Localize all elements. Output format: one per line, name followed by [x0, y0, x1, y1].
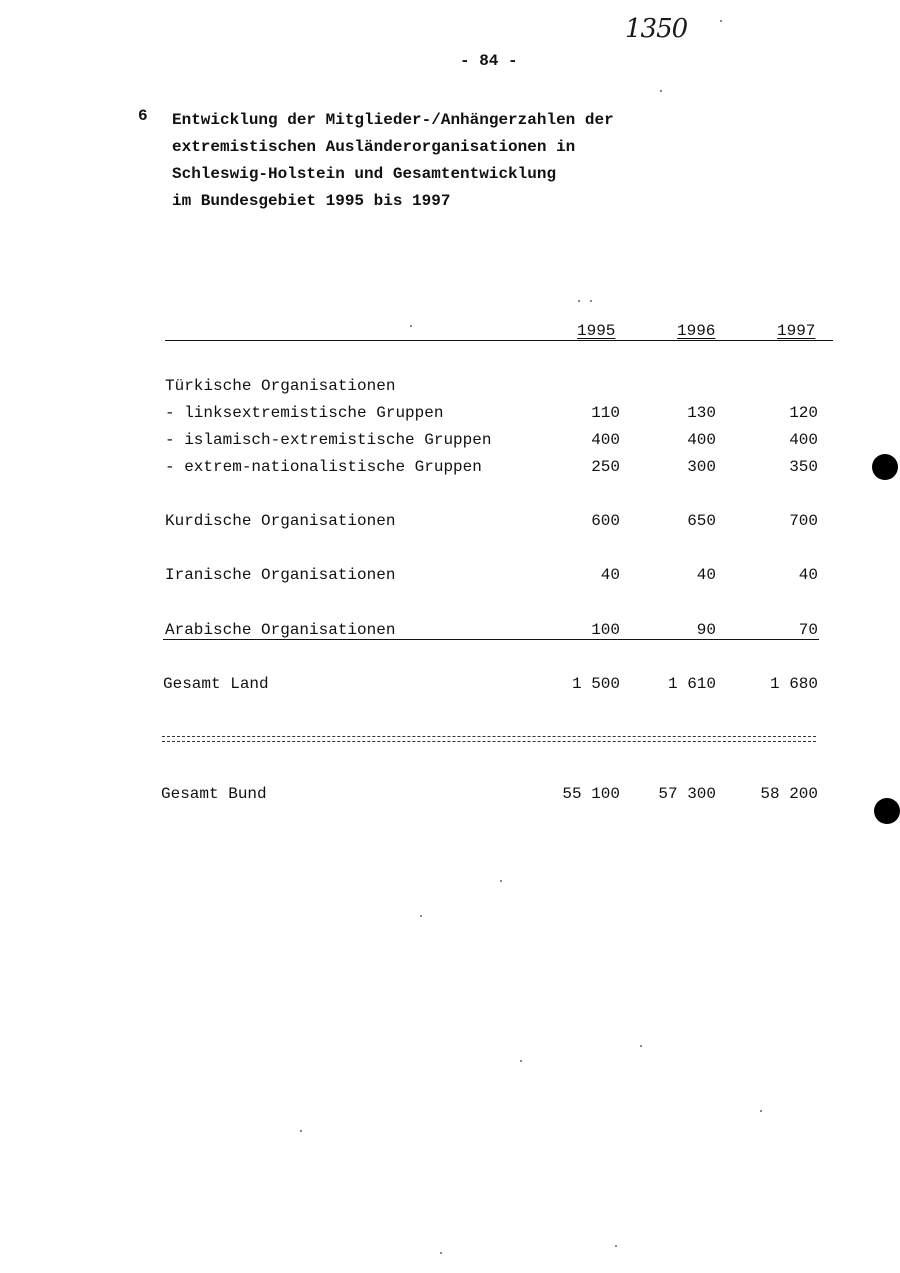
cell-value: 40 [696, 566, 716, 584]
scan-speck [660, 90, 662, 92]
scan-speck [410, 325, 412, 327]
row-label-linksextremistische: - linksextremistische Gruppen [165, 404, 444, 422]
cell-value: 1 610 [667, 675, 716, 693]
row-label-islamisch: - islamisch-extremistische Gruppen [165, 431, 492, 449]
row-label-nationalistische: - extrem-nationalistische Gruppen [165, 458, 482, 476]
cell-value: 58 200 [760, 785, 818, 803]
scan-speck [440, 1252, 442, 1254]
cell-value: 57 300 [658, 785, 716, 803]
scan-speck [615, 1245, 617, 1247]
cell-value: 130 [687, 404, 716, 422]
cell-value: 700 [789, 512, 818, 530]
column-header-1997: 1997 [777, 322, 816, 340]
cell-value: 100 [591, 621, 620, 639]
column-header-1995: 1995 [577, 322, 616, 340]
cell-value: 400 [789, 431, 818, 449]
row-label-gesamt-land: Gesamt Land [163, 675, 269, 693]
cell-value: 55 100 [562, 785, 620, 803]
section-title-line: Schleswig-Holstein und Gesamtentwicklung [172, 165, 557, 183]
scan-speck [640, 1045, 642, 1047]
cell-value: 90 [696, 621, 716, 639]
margin-punch-mark [874, 798, 900, 824]
margin-punch-mark [872, 454, 898, 480]
section-title [172, 107, 614, 215]
cell-value: 40 [798, 566, 818, 584]
cell-value: 120 [789, 404, 818, 422]
section-title-line: extremistischen Ausländerorganisationen in [172, 138, 576, 156]
cell-value: 110 [591, 404, 620, 422]
section-title-line: Entwicklung der Mitglieder-/Anhängerzahlen der [172, 111, 614, 129]
section-number: 6 [138, 107, 148, 125]
scan-speck [578, 300, 580, 302]
column-header-1996: 1996 [677, 322, 716, 340]
scan-speck [590, 300, 592, 302]
cell-value: 650 [687, 512, 716, 530]
cell-value: 70 [798, 621, 818, 639]
cell-value: 1 680 [769, 675, 818, 693]
cell-value: 400 [591, 431, 620, 449]
cell-value: 250 [591, 458, 620, 476]
total-double-rule [162, 736, 816, 742]
archive-stamp-number: 1350 [625, 14, 688, 44]
scan-speck [520, 1060, 522, 1062]
scan-speck [500, 880, 502, 882]
scan-speck [720, 20, 722, 22]
row-label-kurdische: Kurdische Organisationen [165, 512, 396, 530]
cell-value: 1 500 [571, 675, 620, 693]
row-label-gesamt-bund: Gesamt Bund [161, 785, 267, 803]
row-label-iranische: Iranische Organisationen [165, 566, 396, 584]
row-label-arabische: Arabische Organisationen [165, 621, 396, 639]
cell-value: 350 [789, 458, 818, 476]
subtotal-rule [163, 639, 819, 640]
scan-speck [760, 1110, 762, 1112]
row-label-tuerkische: Türkische Organisationen [165, 377, 396, 395]
cell-value: 40 [600, 566, 620, 584]
cell-value: 600 [591, 512, 620, 530]
scan-speck [300, 1130, 302, 1132]
page-number: - 84 - [460, 52, 518, 70]
scan-speck [420, 915, 422, 917]
cell-value: 400 [687, 431, 716, 449]
table-header-rule [165, 340, 833, 341]
cell-value: 300 [687, 458, 716, 476]
section-title-line: im Bundesgebiet 1995 bis 1997 [172, 192, 451, 210]
